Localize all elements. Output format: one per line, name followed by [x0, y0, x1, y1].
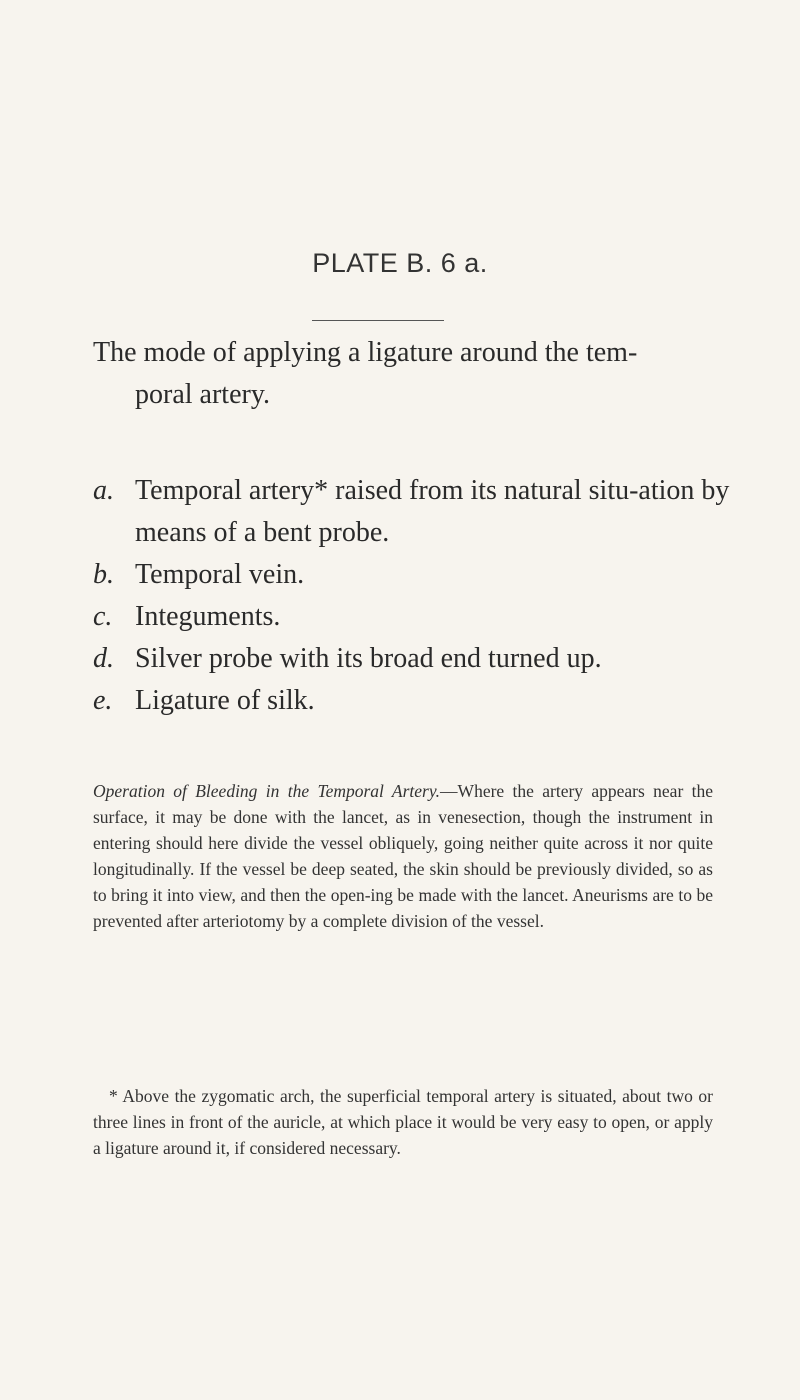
figure-legend — [93, 470, 753, 722]
legend-text: Temporal vein. — [135, 559, 305, 590]
legend-letter: e. — [93, 685, 113, 716]
plate-heading: PLATE B. 6 a. — [312, 248, 488, 278]
operation-title: Operation of Bleeding in the Temporal Artery. — [93, 780, 441, 801]
legend-text: Temporal artery* raised from its natural situ-ation by means of a bent probe. — [135, 475, 730, 548]
legend-item-e — [93, 680, 753, 722]
legend-item-b — [93, 554, 753, 596]
footnote: * Above the zygomatic arch, the superficial temporal artery is situated, about two or three lines in front of the auricle, at which place it would be very easy to open, or apply a ligature around it, if considered necessary. — [93, 1085, 713, 1158]
legend-item-a — [93, 470, 753, 554]
legend-letter: c. — [93, 601, 113, 632]
description-line-2: poral artery. — [135, 379, 270, 410]
divider-rule — [312, 320, 444, 321]
legend-letter: a. — [93, 475, 114, 506]
operation-paragraph — [93, 778, 713, 934]
operation-body: —Where the artery appears near the surface, it may be done with the lancet, as in venesection, though the instrument in entering should here divide the vessel obliquely, going neither quite across it nor quite longitudinally. If the vessel be deep seated, the skin should be previously divided, so as to bring it into view, and then the open-ing be made with the lancet. Aneurisms are to be prevented after arteriotomy by a complete division of the vessel. — [93, 780, 713, 931]
legend-text: Ligature of silk. — [135, 685, 315, 716]
legend-letter: d. — [93, 643, 114, 674]
legend-letter: b. — [93, 559, 114, 590]
plate-description — [93, 332, 733, 416]
legend-item-c — [93, 596, 753, 638]
legend-text: Silver probe with its broad end turned up. — [135, 643, 602, 674]
legend-item-d — [93, 638, 753, 680]
description-line-1: The mode of applying a ligature around the tem- — [93, 337, 638, 368]
legend-text: Integuments. — [135, 601, 281, 632]
